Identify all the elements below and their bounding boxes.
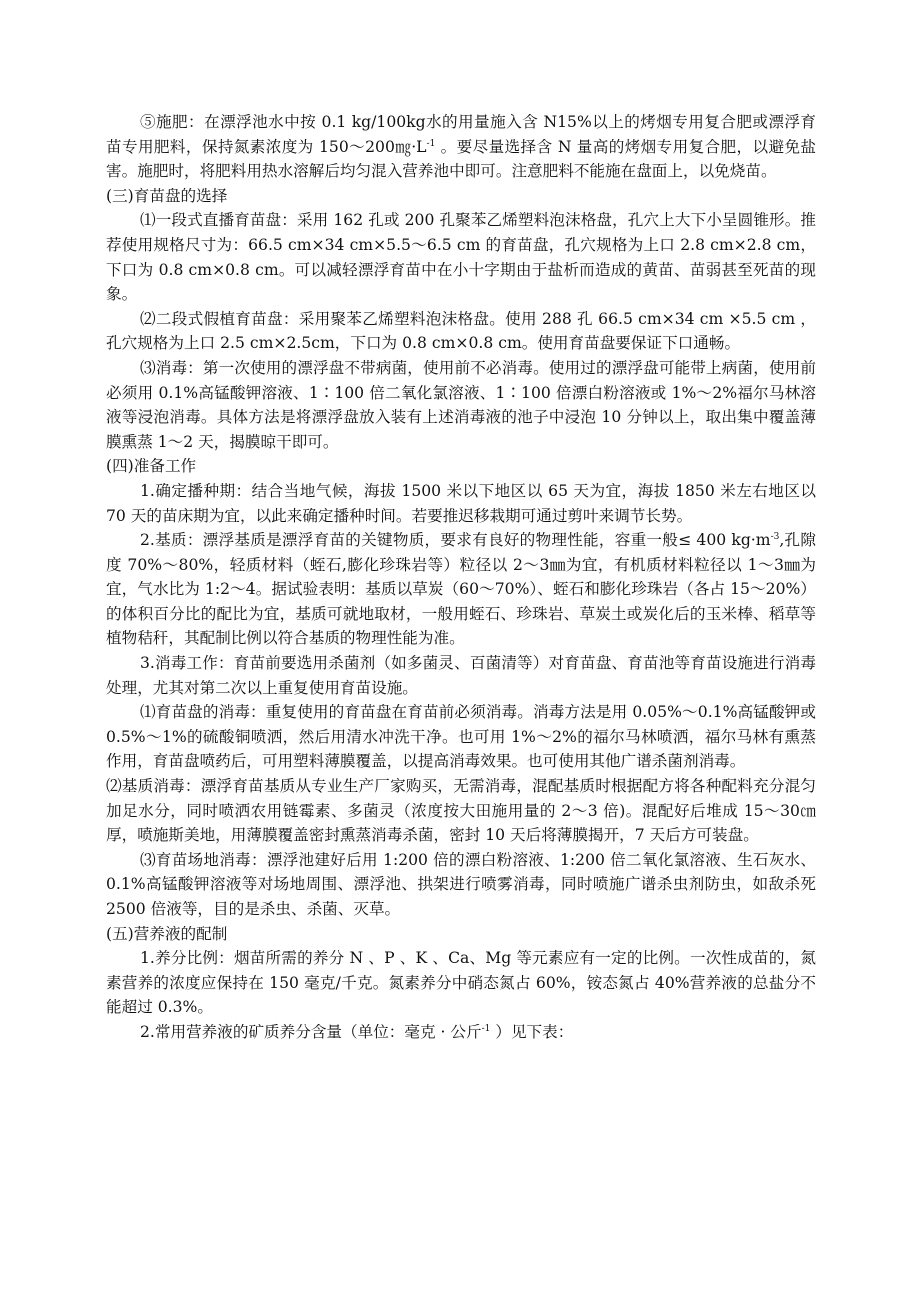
paragraph-site-disinfect: ⑶育苗场地消毒：漂浮池建好后用 1:200 倍的漂白粉溶液、1:200 倍二氧化氯溶液、生石灰水、0.1%高锰酸钾溶液等对场地周围、漂浮池、拱架进行喷雾消毒，同时喷施广谱杀虫剂防虫，如敌杀死 2500 倍液等，目的是杀虫、杀菌、灭草。 — [106, 850, 816, 918]
paragraph-substrate: 2.基质：漂浮基质是漂浮育苗的关键物质，要求有良好的物理性能，容重一般≤ 400 $kg\cdot m^{-3}$,孔隙度 70%～80%，轻质材料（蛭石,膨化珍珠岩等）粒径以 2～3㎜为宜，有机质材料粒径以 1～3㎜为宜，气水比为 1:2～4。据试验表明：基质以草炭（60～70%）、蛭石和膨化珍珠岩（各占 15～20%）的体积百分比的配比为宜，基质可就地取材，一般用蛭石、珍珠岩、草炭土或炭化后的玉米棒、稻草等植物秸秆，其配制比例以符合基质的物理性能为准。 — [106, 531, 816, 648]
paragraph-tray-disinfection: ⑶消毒：第一次使用的漂浮盘不带病菌，使用前不必消毒。使用过的漂浮盘可能带上病菌，使用前必须用 0.1%高锰酸钾溶液、1∶100 倍二氧化氯溶液、1∶100 倍漂白粉溶液或 1%～2%福尔马林溶液等浸泡消毒。具体方法是将漂浮盘放入装有上述消毒液的池子中浸泡 10 分钟以上，取出集中覆盖薄膜熏蒸 1～2 天，揭膜晾干即可。 — [106, 358, 816, 451]
paragraph-nutrient-content: 2.常用营养液的矿质养分含量（单位：毫克 · 公斤$^{-1}$ ）见下表： — [140, 1022, 574, 1041]
paragraph-nutrient-ratio: 1.养分比例：烟苗所需的养分 N 、P 、K 、Ca、Mg 等元素应有一定的比例。一次性成苗的，氮素营养的浓度应保持在 150 毫克/千克。氮素养分中硝态氮占 60%，铵态氮占 40%营养液的总盐分不能超过 0.3%。 — [106, 949, 816, 1017]
paragraph-substrate-disinfect: ⑵基质消毒：漂浮育苗基质从专业生产厂家购买，无需消毒，混配基质时根据配方将各种配料充分混匀加足水分，同时喷洒农用链霉素、多菌灵（浓度按大田施用量的 2～3 倍)。混配好后堆成 15～30㎝厚，喷施斯美地，用薄膜覆盖密封熏蒸消毒杀菌，密封 10 天后将薄膜揭开，7 天后方可装盘。 — [106, 777, 816, 845]
superscript: -1 — [426, 138, 436, 149]
paragraph-two-stage-tray: ⑵二段式假植育苗盘：采用聚苯乙烯塑料泡沫格盘。使用 288 孔 66.5 cm×34 cm ×5.5 cm ，孔穴规格为上口 2.5 cm×2.5cm，下口为 0.8 cm×0.8 cm。使用育苗盘要保证下口通畅。 — [106, 309, 816, 353]
paragraph-one-stage-tray: ⑴一段式直播育苗盘：采用 162 孔或 200 孔聚苯乙烯塑料泡沫格盘，孔穴上大下小呈圆锥形。推荐使用规格尺寸为：66.5 cm×34 cm×5.5～6.5 cm 的育苗盘，孔穴规格为上口 2.8 cm×2.8 cm，下口为 0.8 cm×0.8 cm。可以减轻漂浮育苗中在小十字期由于盐析而造成的黄苗、苗弱甚至死苗的现象。 — [106, 211, 816, 304]
section-heading-nutrient-solution: (五)营养液的配制 — [106, 924, 228, 943]
paragraph-disinfection-work: 3.消毒工作：育苗前要选用杀菌剂（如多菌灵、百菌清等）对育苗盘、育苗池等育苗设施进行消毒处理，尤其对第二次以上重复使用育苗设施。 — [106, 654, 816, 697]
paragraph-tray-disinfect: ⑴育苗盘的消毒：重复使用的育苗盘在育苗前必须消毒。消毒方法是用 0.05%～0.1%高锰酸钾或 0.5%～1%的硫酸铜喷洒，然后用清水冲洗干净。也可用 1%～2%的福尔马林喷洒，福尔马林有熏蒸作用，育苗盘喷药后，可用塑料薄膜覆盖，以提高消毒效果。也可使用其他广谱杀菌剂消毒。 — [106, 703, 816, 771]
paragraph-sowing-date: 1.确定播种期：结合当地气候，海拔 1500 米以下地区以 65 天为宜，海拔 1850 米左右地区以 70 天的苗床期为宜，以此来确定播种时间。若要推迟移栽期可通过剪叶来调节长势。 — [106, 481, 816, 525]
section-heading-tray-selection: (三)育苗盘的选择 — [106, 186, 228, 205]
superscript: -1 — [481, 1023, 491, 1034]
document-body — [106, 110, 816, 1045]
section-heading-preparation: (四)准备工作 — [106, 457, 197, 476]
superscript: -3 — [770, 531, 780, 542]
paragraph-fertilization: ⑤施肥：在漂浮池水中按 0.1 kg/100kg水的用量施入含 N15%以上的烤烟专用复合肥或漂浮育苗专用肥料，保持氮素浓度为 $150\sim 200㎎\cdot L^{-1}$ 。要尽量选择含 N 量高的烤烟专用复合肥，以避免盐害。施肥时，将肥料用热水溶解后均匀混入营养池中即可。注意肥料不能施在盘面上，以免烧苗。 — [106, 113, 817, 181]
